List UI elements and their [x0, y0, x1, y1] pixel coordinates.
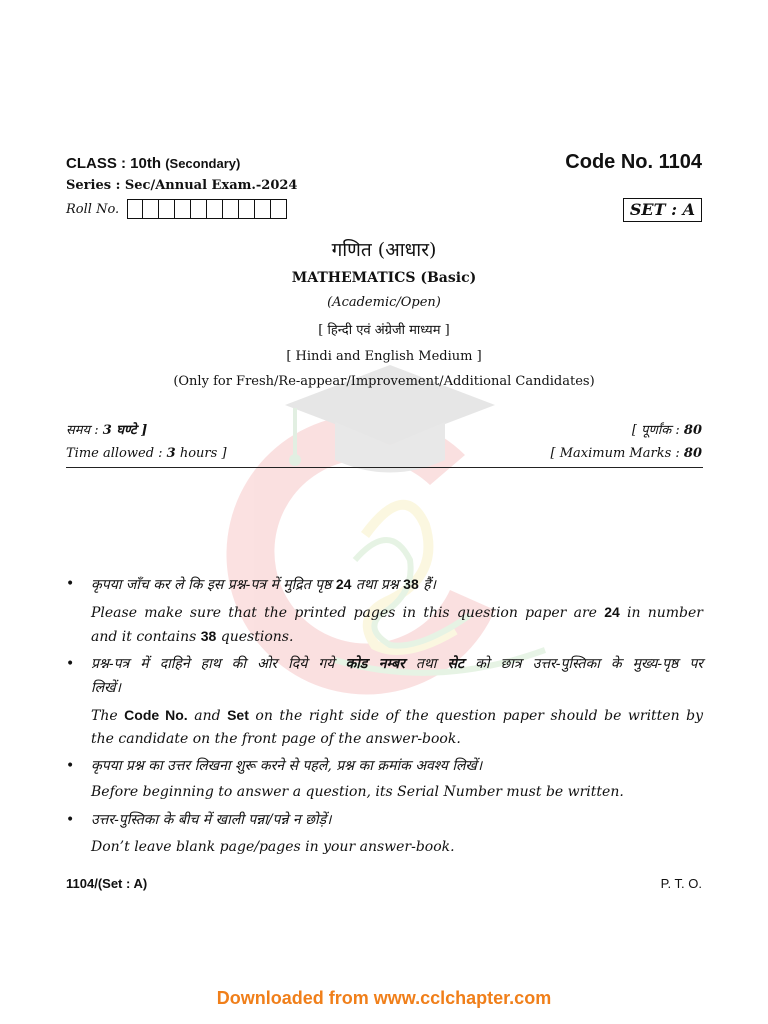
i2-en-b: and [194, 708, 221, 724]
instruction-1-english-line2 [91, 625, 703, 648]
bullet-4: • [66, 812, 75, 828]
instruction-3-english: Before beginning to answer a question, its Serial Number must be written. [91, 784, 624, 800]
download-source-link[interactable]: Downloaded from www.cclchapter.com [216, 988, 552, 1008]
marks-hindi-label: [ पूर्णांक : [631, 423, 680, 438]
time-value: 3 [166, 446, 176, 461]
roll-label: Roll No. [66, 201, 120, 217]
marks-label: [ Maximum Marks : [550, 446, 680, 461]
i1-en-pages: 24 [604, 604, 620, 620]
class-line [66, 155, 240, 172]
i1-en-d: questions. [220, 629, 294, 645]
marks-hindi [632, 420, 702, 438]
i2-en-a: The [91, 708, 118, 724]
i2-hi-set: सेट [447, 656, 465, 672]
roll-number-box[interactable] [175, 199, 191, 219]
pto-label: P. T. O. [660, 876, 702, 891]
i1-en-b: in number [627, 605, 704, 621]
instruction-2-hindi-line2: लिखें। [91, 680, 121, 696]
medium-english: [ Hindi and English Medium ] [286, 349, 482, 364]
subject-mode: (Academic/Open) [327, 295, 441, 310]
instruction-3-hindi: कृपया प्रश्न का उत्तर लिखना शुरू करने से पहले, प्रश्न का क्रमांक अवश्य लिखें। [91, 758, 483, 774]
maximum-marks [551, 446, 703, 461]
candidates-note: (Only for Fresh/Re-appear/Improvement/Additional Candidates) [173, 374, 595, 389]
marks-hindi-value: 80 [683, 423, 702, 438]
header-divider [66, 467, 703, 468]
roll-number-box[interactable] [159, 199, 175, 219]
i1-hi-c: हैं। [423, 577, 436, 593]
i1-en-a: Please make sure that the printed pages in this question paper are [91, 605, 597, 621]
instruction-2-english-line1 [91, 704, 703, 727]
i1-hi-b: तथा प्रश्न [355, 577, 399, 593]
i2-hi-b: तथा [415, 656, 437, 672]
time-allowed [66, 446, 227, 461]
time-label: Time allowed : [66, 446, 163, 461]
roll-number-box[interactable] [239, 199, 255, 219]
set-badge: SET : A [623, 198, 702, 222]
instruction-2-english-line2: the candidate on the front page of the answer-book. [91, 731, 461, 747]
marks-value: 80 [683, 446, 702, 461]
i1-en-c: and it contains [91, 629, 197, 645]
class-label: CLASS : 10th [66, 155, 162, 172]
roll-number-row [66, 199, 287, 219]
i2-hi-c: को छात्र उत्तर-पुस्तिका के मुख्य-पृष्ठ पर [475, 656, 704, 672]
instruction-4-english: Don’t leave blank page/pages in your answer-book. [91, 839, 455, 855]
instruction-1-hindi [91, 573, 703, 596]
i2-hi-code: कोड नम्बर [345, 656, 405, 672]
i1-hi-pages: 24 [335, 576, 352, 592]
roll-number-box[interactable] [271, 199, 287, 219]
time-hindi-label: समय : [66, 423, 99, 438]
i1-hi-questions: 38 [403, 576, 419, 592]
footer-set-code: 1104/(Set : A) [66, 876, 148, 891]
series-line: Series : Sec/Annual Exam.-2024 [66, 178, 298, 193]
i1-hi-a: कृपया जाँच कर ले कि इस प्रश्न-पत्र में मुद्रित पृष्ठ [91, 577, 332, 593]
roll-number-box[interactable] [207, 199, 223, 219]
bullet-1: • [66, 576, 75, 592]
class-sub: (Secondary) [165, 156, 241, 171]
bullet-3: • [66, 758, 75, 774]
instruction-2-hindi-line1 [91, 653, 703, 675]
code-number: Code No. 1104 [565, 151, 702, 173]
instruction-1-english-line1 [91, 601, 703, 624]
instruction-4-hindi: उत्तर-पुस्तिका के बीच में खाली पन्ना/पन्ने न छोड़ें। [91, 812, 332, 828]
i2-en-set: Set [227, 707, 249, 723]
subject-hindi: गणित (आधार) [331, 239, 437, 261]
roll-number-box[interactable] [143, 199, 159, 219]
i1-en-questions: 38 [200, 628, 217, 644]
roll-number-box[interactable] [127, 199, 143, 219]
i2-hi-a: प्रश्न-पत्र में दाहिने हाथ की ओर दिये गये [91, 656, 335, 672]
medium-hindi: [ हिन्दी एवं अंग्रेजी माध्यम ] [318, 323, 450, 338]
roll-number-box[interactable] [223, 199, 239, 219]
bullet-2: • [66, 656, 75, 672]
roll-number-box[interactable] [255, 199, 271, 219]
time-hindi [66, 420, 147, 438]
time-unit: hours ] [179, 446, 227, 461]
roll-number-boxes[interactable] [127, 199, 287, 219]
i2-en-code: Code No. [124, 707, 188, 723]
roll-number-box[interactable] [191, 199, 207, 219]
time-hindi-value: 3 घण्टे ] [102, 423, 148, 438]
subject-english: MATHEMATICS (Basic) [291, 270, 477, 286]
i2-en-c: on the right side of the question paper should be written by [255, 708, 703, 724]
